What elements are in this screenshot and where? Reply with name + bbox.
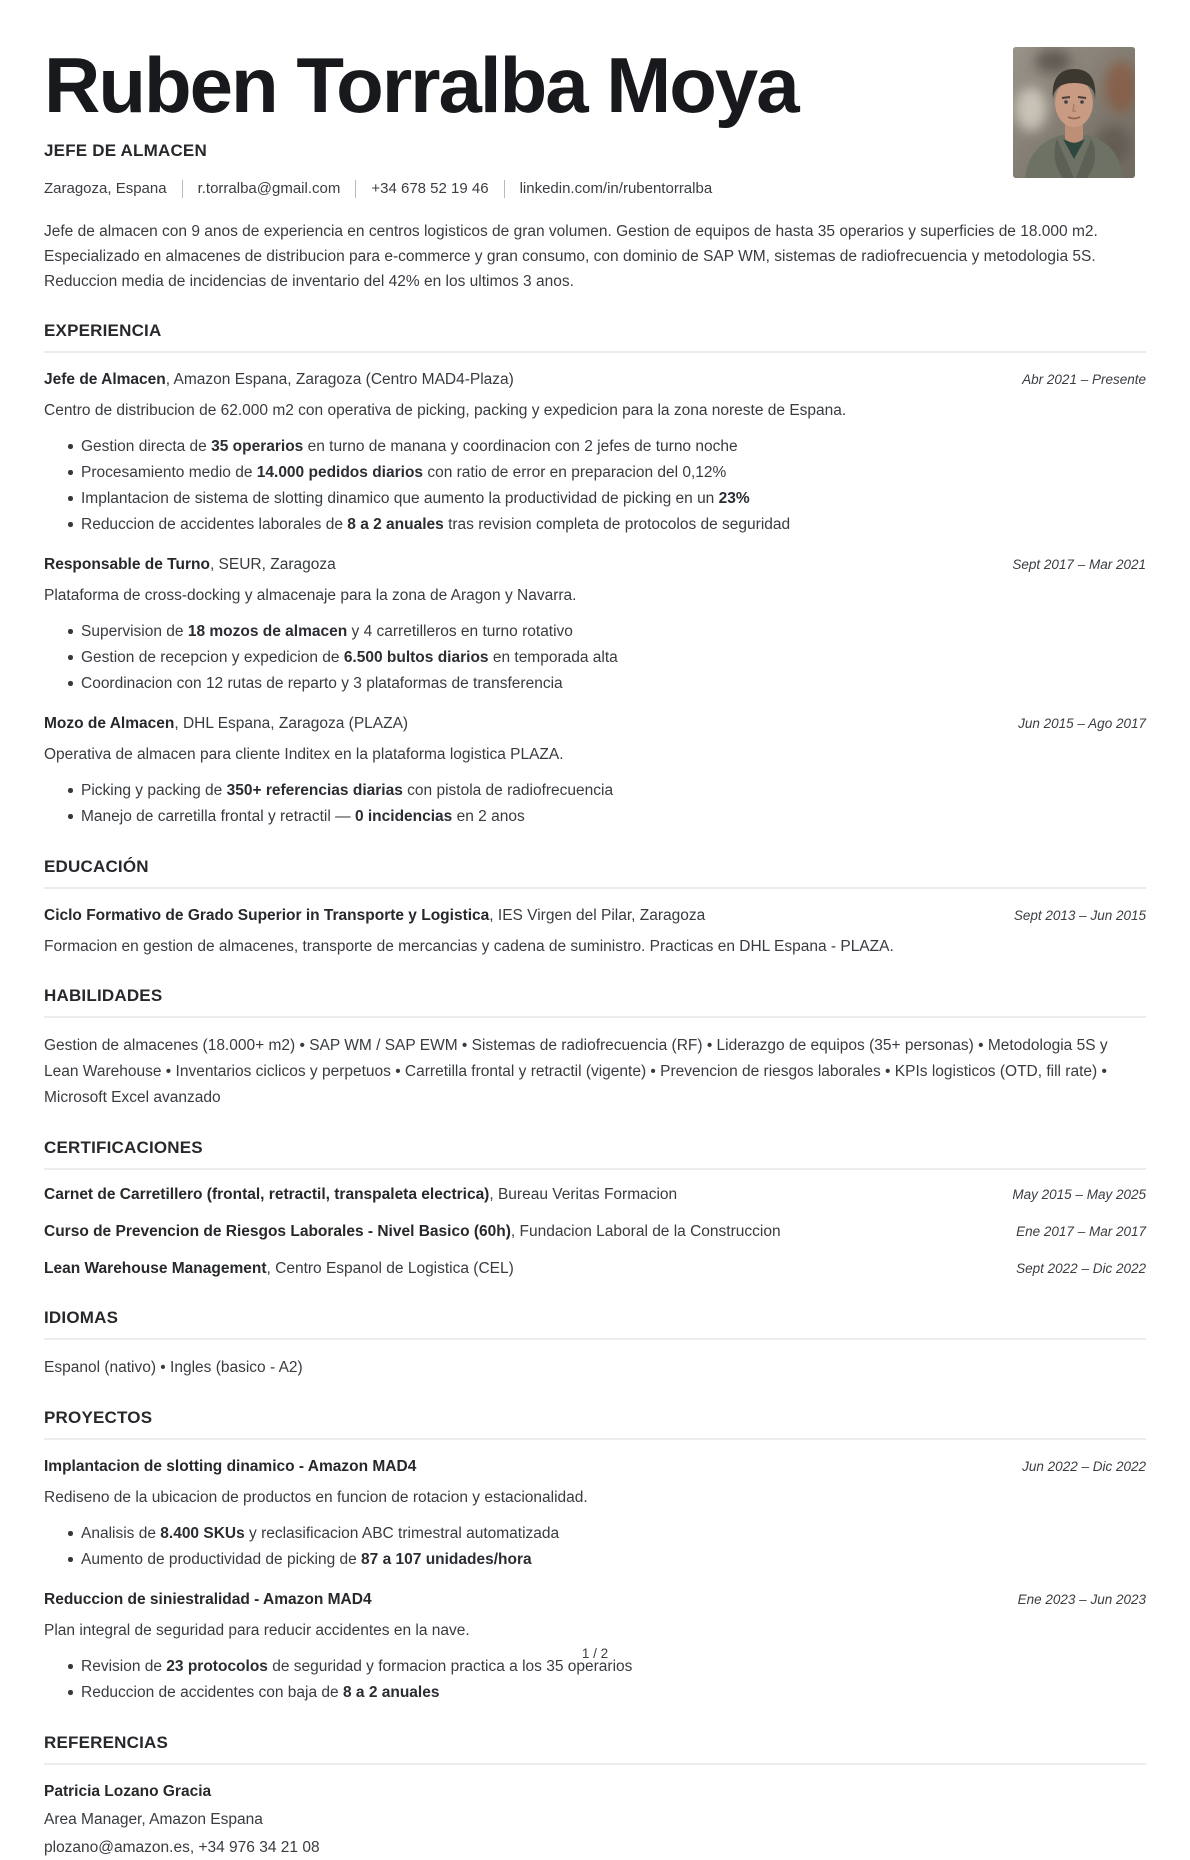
resume-header <box>44 41 1146 198</box>
section-heading-skills: HABILIDADES <box>44 986 1146 1018</box>
certification-dates: Ene 2017 – Mar 2017 <box>1016 1223 1146 1239</box>
job-meta: , SEUR, Zaragoza <box>209 555 336 573</box>
contact-separator <box>182 180 183 198</box>
contact-phone: +34 678 52 19 46 <box>371 180 489 198</box>
certification-meta: , Centro Espanol de Logistica (CEL) <box>266 1259 514 1277</box>
job-bullets <box>44 619 1146 697</box>
job-dates: Jun 2015 – Ago 2017 <box>1018 715 1146 731</box>
education-entry <box>44 904 1146 959</box>
certification-title: Curso de Prevencion de Riesgos Laborales - Nivel Basico (60h) <box>44 1222 511 1240</box>
education-header <box>44 904 1146 928</box>
section-heading-education: EDUCACIÓN <box>44 857 1146 889</box>
section-skills <box>44 986 1146 1111</box>
reference-entry <box>44 1780 1146 1860</box>
job-header <box>44 712 1146 736</box>
bullet-item: Revision de 23 protocolos de seguridad y formacion practica a los 35 operarios <box>44 1654 1146 1680</box>
certification-header <box>44 1220 1146 1244</box>
reference-name: Patricia Lozano Gracia <box>44 1782 212 1800</box>
contact-separator <box>355 180 356 198</box>
education-meta: , IES Virgen del Pilar, Zaragoza <box>489 906 706 924</box>
bullet-item: Picking y packing de 350+ referencias diarias con pistola de radiofrecuencia <box>44 778 1146 804</box>
job-description: Plataforma de cross-docking y almacenaje para la zona de Aragon y Navarra. <box>44 586 577 604</box>
education-dates: Sept 2013 – Jun 2015 <box>1013 907 1146 923</box>
contact-email[interactable]: r.torralba@gmail.com <box>197 180 341 198</box>
certification-title: Lean Warehouse Management <box>44 1259 267 1277</box>
job-title: Responsable de Turno <box>44 555 210 573</box>
bullet-item: Procesamiento medio de 14.000 pedidos diarios con ratio de error en preparacion del 0,12% <box>44 460 1146 486</box>
contact-row <box>44 180 1146 198</box>
section-heading-references: REFERENCIAS <box>44 1733 1146 1765</box>
bullet-item: Reduccion de accidentes con baja de 8 a 2 anuales <box>44 1680 1146 1706</box>
section-experience <box>44 321 1146 830</box>
section-references <box>44 1733 1146 1860</box>
bullet-item: Implantacion de sistema de slotting dinamico que aumento la productividad de picking en un 23% <box>44 486 1146 512</box>
bullet-item: Gestion directa de 35 operarios en turno de manana y coordinacion con 2 jefes de turno noche <box>44 434 1146 460</box>
job-description: Centro de distribucion de 62.000 m2 con operativa de picking, packing y expedicion para la zona noreste de Espana. <box>44 401 847 419</box>
project-header <box>44 1455 1146 1479</box>
bullet-item: Supervision de 18 mozos de almacen y 4 carretilleros en turno rotativo <box>44 619 1146 645</box>
bullet-item: Manejo de carretilla frontal y retractil — 0 incidencias en 2 anos <box>44 804 1146 830</box>
bullet-item: Analisis de 8.400 SKUs y reclasificacion ABC trimestral automatizada <box>44 1521 1146 1547</box>
section-heading-certifications: CERTIFICACIONES <box>44 1138 1146 1170</box>
job-entry <box>44 712 1146 830</box>
candidate-name: Ruben Torralba Moya <box>44 41 798 129</box>
certification-header <box>44 1183 1146 1207</box>
job-bullets <box>44 778 1146 830</box>
certification-dates: May 2015 – May 2025 <box>1012 1186 1146 1202</box>
section-heading-projects: PROYECTOS <box>44 1408 1146 1440</box>
project-dates: Jun 2022 – Dic 2022 <box>1022 1458 1146 1474</box>
job-description: Operativa de almacen para cliente Inditex en la plataforma logistica PLAZA. <box>44 745 564 763</box>
bullet-item: Gestion de recepcion y expedicion de 6.500 bultos diarios en temporada alta <box>44 645 1146 671</box>
certification-entry <box>44 1257 1146 1281</box>
section-languages <box>44 1308 1146 1381</box>
project-description: Rediseno de la ubicacion de productos en funcion de rotacion y estacionalidad. <box>44 1488 588 1506</box>
certification-entry <box>44 1183 1146 1207</box>
certification-title-line <box>44 1183 677 1207</box>
section-certifications <box>44 1138 1146 1281</box>
section-heading-experience: EXPERIENCIA <box>44 321 1146 353</box>
education-title: Ciclo Formativo de Grado Superior in Transporte y Logistica <box>44 906 490 924</box>
bullet-item: Reduccion de accidentes laborales de 8 a 2 anuales tras revision completa de protocolos de seguridad <box>44 512 1146 538</box>
certification-meta: , Bureau Veritas Formacion <box>489 1185 678 1203</box>
project-title: Reduccion de siniestralidad - Amazon MAD4 <box>44 1590 372 1608</box>
education-title-line <box>44 904 705 928</box>
job-meta: , DHL Espana, Zaragoza (PLAZA) <box>174 714 409 732</box>
reference-contact: plozano@amazon.es, +34 976 34 21 08 <box>44 1838 320 1856</box>
contact-linkedin[interactable]: linkedin.com/in/rubentorralba <box>519 180 713 198</box>
summary-paragraph: Jefe de almacen con 9 anos de experiencia en centros logisticos de gran volumen. Gestion de equipos de hasta 35 operarios y superficies de 18.000 m2. Especializado en almacenes de distribucion para e-commerce y gran consumo, con dominio de SAP WM, sistemas de radiofrecuencia y metodologia 5S. Reduccion media de incidencias de inventario del 42% en los ultimos 3 anos. <box>44 222 1098 290</box>
job-title-line <box>44 368 514 392</box>
education-description: Formacion en gestion de almacenes, transporte de mercancias y cadena de suministro. Practicas en DHL Espana - PLAZA. <box>44 937 894 955</box>
project-description: Plan integral de seguridad para reducir accidentes en la nave. <box>44 1621 470 1639</box>
job-meta: , Amazon Espana, Zaragoza (Centro MAD4-Plaza) <box>165 370 514 388</box>
job-title: Mozo de Almacen <box>44 714 175 732</box>
project-title: Implantacion de slotting dinamico - Amazon MAD4 <box>44 1457 417 1475</box>
job-bullets <box>44 434 1146 538</box>
section-education <box>44 857 1146 959</box>
job-title-line <box>44 553 336 577</box>
certification-entry <box>44 1220 1146 1244</box>
project-title-line <box>44 1455 416 1479</box>
job-dates: Sept 2017 – Mar 2021 <box>1012 556 1146 572</box>
certification-title: Carnet de Carretillero (frontal, retractil, transpaleta electrica) <box>44 1185 490 1203</box>
languages-text: Espanol (nativo) • Ingles (basico - A2) <box>44 1358 303 1376</box>
project-title-line <box>44 1588 372 1612</box>
bullet-item: Coordinacion con 12 rutas de reparto y 3 plataformas de transferencia <box>44 671 1146 697</box>
profile-photo <box>1013 47 1135 178</box>
project-entry <box>44 1455 1146 1573</box>
project-bullets <box>44 1521 1146 1573</box>
profile-photo-illustration <box>1013 47 1135 178</box>
section-heading-languages: IDIOMAS <box>44 1308 1146 1340</box>
job-entry <box>44 553 1146 697</box>
certification-title-line <box>44 1257 514 1281</box>
job-header <box>44 553 1146 577</box>
job-entry <box>44 368 1146 538</box>
job-header <box>44 368 1146 392</box>
contact-location: Zaragoza, Espana <box>44 180 167 198</box>
job-title: Jefe de Almacen <box>44 370 166 388</box>
job-dates: Abr 2021 – Presente <box>1022 371 1146 387</box>
certification-dates: Sept 2022 – Dic 2022 <box>1016 1260 1146 1276</box>
project-header <box>44 1588 1146 1612</box>
contact-separator <box>504 180 505 198</box>
project-dates: Ene 2023 – Jun 2023 <box>1017 1591 1146 1607</box>
skills-text: Gestion de almacenes (18.000+ m2) • SAP WM / SAP EWM • Sistemas de radiofrecuencia (RF) • Liderazgo de equipos (35+ personas) • Metodologia 5S y Lean Warehouse • Inventarios ciclicos y perpetuos • Carretilla frontal y retractil (vigente) • Prevencion de riesgos laborales • KPIs logisticos (OTD, fill rate) • Microsoft Excel avanzado <box>44 1036 1108 1106</box>
reference-role: Area Manager, Amazon Espana <box>44 1810 263 1828</box>
page-number-indicator: 1 / 2 <box>581 1646 609 1661</box>
project-bullets <box>44 1654 1146 1706</box>
certification-title-line <box>44 1220 781 1244</box>
bullet-item: Aumento de productividad de picking de 87 a 107 unidades/hora <box>44 1547 1146 1573</box>
job-title-line <box>44 712 408 736</box>
certification-meta: , Fundacion Laboral de la Construccion <box>510 1222 781 1240</box>
certification-header <box>44 1257 1146 1281</box>
candidate-headline: JEFE DE ALMACEN <box>44 140 207 160</box>
